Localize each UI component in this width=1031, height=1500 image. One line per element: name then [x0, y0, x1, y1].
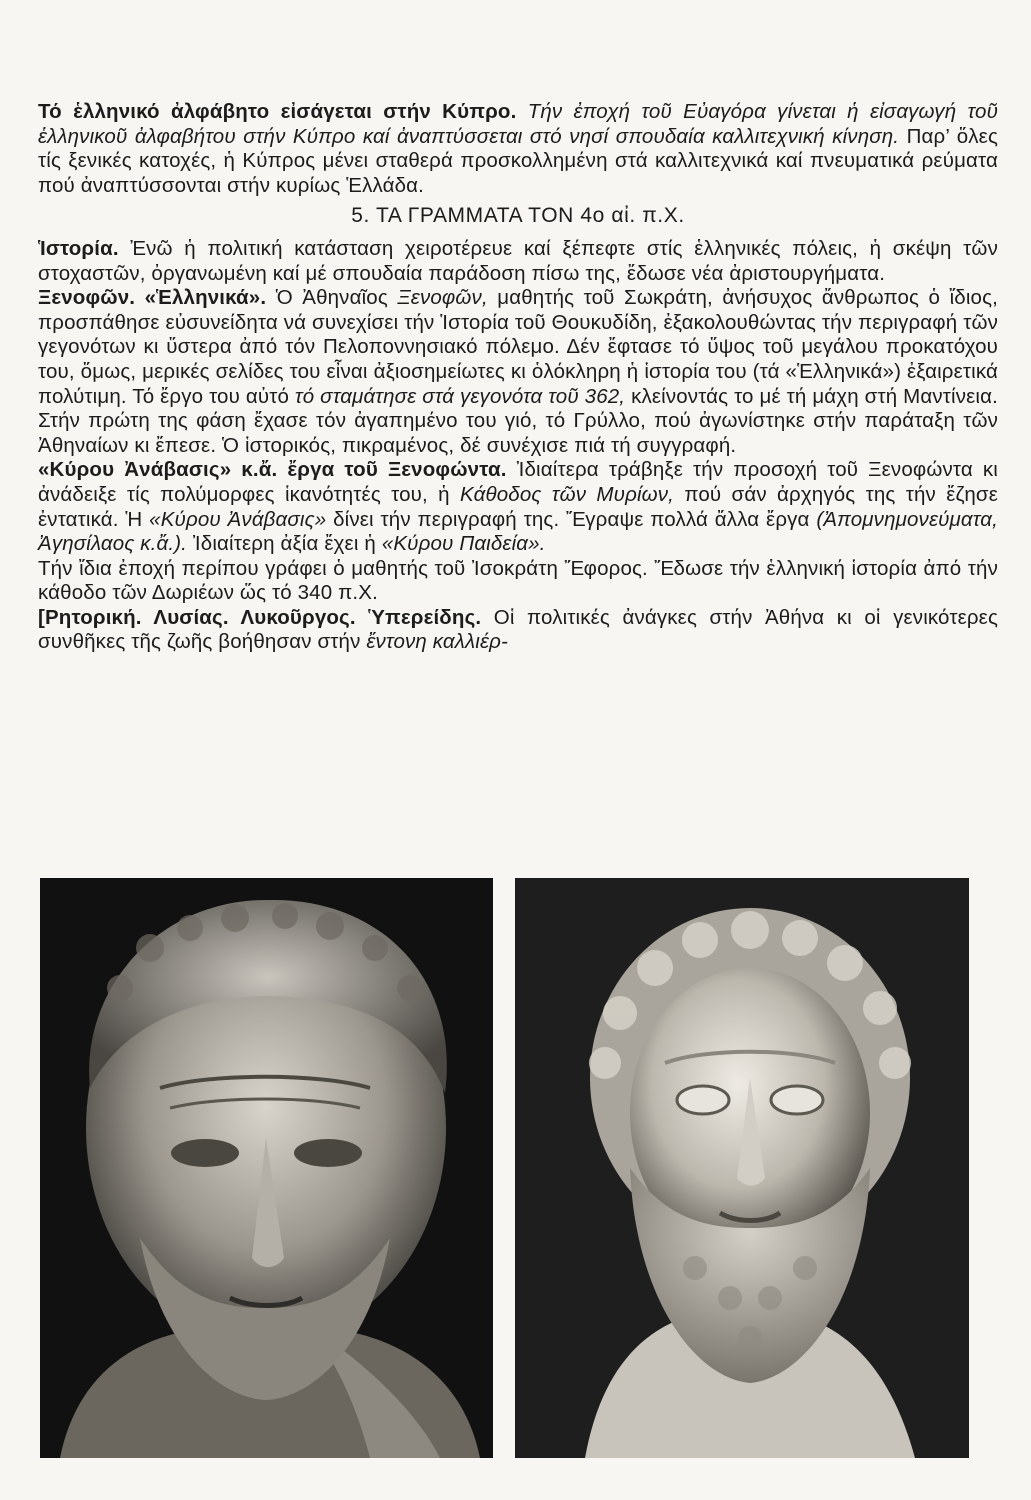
section-heading: 5. ΤΑ ΓΡΑΜΜΑΤΑ ΤΟΝ 4ο αἰ. π.Χ. [351, 204, 685, 228]
bust-illustration-left [40, 878, 493, 1458]
paragraph-heading: «Κύρου Ἀνάβασις» κ.ἄ. ἔργα τοῦ Ξενοφώντα. [38, 458, 507, 482]
bust-photo-right [515, 878, 969, 1458]
paragraph-heading: [Ρητορική. Λυσίας. Λυκοῦργος. Ὑπερείδης. [38, 605, 482, 629]
paragraph-heading: Τό ἑλληνικό ἀλφάβητο εἰσάγεται στήν Κύπρο. [38, 100, 517, 123]
paragraph-cyprus-alphabet: Τό ἑλληνικό ἀλφάβητο εἰσάγεται στήν Κύπρο. Τήν ἐποχή τοῦ Εὐαγόρα γίνεται ἡ εἰσαγωγή τοῦ ἑλληνικοῦ ἀλφαβήτου στήν Κύπρο καί ἀναπτύσσεται στό νησί σπουδαία καλλιτεχνική κίνηση. Παρ’ ὅλες τίς ξενικές κατοχές, ἡ Κύπρος μένει σταθερά προσκολλημένη στά καλλιτεχνικά καί πνευματικά ρεύματα πού ἀναπτύσσονται στήν κυρίως Ἑλλάδα. [38, 100, 998, 197]
paragraph-rhetoric: [Ρητορική. Λυσίας. Λυκοῦργος. Ὑπερείδης. Οἱ πολιτικές ἀνάγκες στήν Ἀθήνα κι οἱ γενικότερες συνθῆκες τῆς ζωῆς βοήθησαν στήν ἔντονη καλλιέρ- [38, 605, 998, 654]
paragraph-heading: Ἱστορία. [38, 236, 119, 260]
bust-photo-left [40, 878, 493, 1458]
paragraph-anabasis: «Κύρου Ἀνάβασις» κ.ἄ. ἔργα τοῦ Ξενοφώντα. Ἰδιαίτερα τράβηξε τήν προσοχή τοῦ Ξενοφώντα κι ἀνάδειξε τίς πολύμορφες ἱκανότητές του, ἡ Κάθοδος τῶν Μυρίων, πού σάν ἀρχηγός της τήν ἔζησε ἐντατικά. Ἡ «Κύρου Ἀνάβασις» δίνει τήν περιγραφή της. Ἔγραψε πολλά ἄλλα ἔργα (Ἀπομνημονεύματα, Ἀγησίλαος κ.ἄ.). Ἰδιαίτερη ἀξία ἔχει ἡ «Κύρου Παιδεία». Τήν ἴδια ἐποχή περίπου γράφει ὁ μαθητής τοῦ Ἰσοκράτη Ἔφορος. Ἔδωσε τήν ἑλληνική ἱστορία ἀπό τήν κάθοδο τῶν Δωριέων ὥς τό 340 π.Χ. [38, 458, 998, 605]
paragraph-heading: Ξενοφῶν. «Ἑλληνικά». [38, 286, 267, 310]
body-text [38, 100, 998, 655]
bust-illustration-right [515, 878, 969, 1458]
paragraph-xenophon: Ξενοφῶν. «Ἑλληνικά». Ὁ Ἀθηναῖος Ξενοφῶν, μαθητής τοῦ Σωκράτη, ἀνήσυχος ἄνθρωπος ὁ ἴδιος, προσπάθησε εὐσυνείδητα νά συνεχίσει τήν Ἱστορία τοῦ Θουκυδίδη, ἐξακολουθώντας τήν περιγραφή τῶν γεγονότων κι ὕστερα ἀπό τόν Πελοποννησιακό πόλεμο. Δέν ἔφτασε τό ὕψος τοῦ μεγάλου προκατόχου του, ὅμως, μερικές σελίδες του εἶναι ἀξιοσημείωτες κι ὁλόκληρη ἡ ἱστορία του (τά «Ἑλληνικά») ἐξαιρετικά πολύτιμη. Τό ἔργο του αὐτό τό σταμάτησε στά γεγονότα τοῦ 362, κλείνοντάς το μέ τή μάχη στή Μαντίνεια. Στήν πρώτη της φάση ἔχασε τόν ἀγαπημένο του γιό, τό Γρύλλο, πού ἀγωνίστηκε στήν παράταξη τῶν Ἀθηναίων κι ἔπεσε. Ὁ ἱστορικός, πικραμένος, δέ συνέχισε πιά τή συγγραφή. [38, 286, 998, 457]
paragraph-history: Ἱστορία. Ἐνῶ ἡ πολιτική κατάσταση χειροτέρευε καί ξέπεφτε στίς ἑλληνικές πόλεις, ἡ σκέψη τῶν στοχαστῶν, ὀργανωμένη καί μέ σπουδαία παράδοση πίσω της, ἔδωσε νέα ἀριστουργήματα. [38, 236, 998, 285]
